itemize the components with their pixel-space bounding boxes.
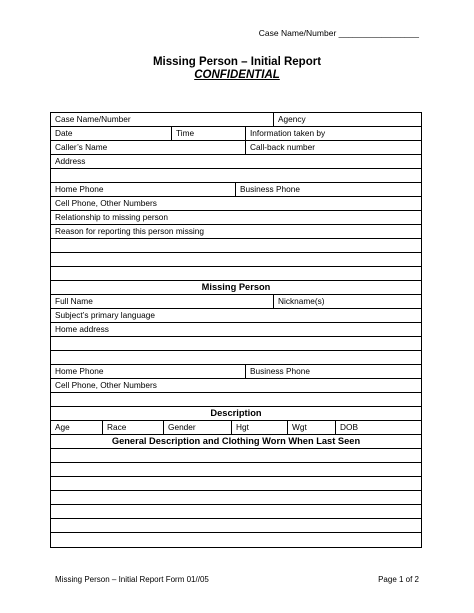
description-line[interactable] xyxy=(51,519,421,532)
form-row xyxy=(51,225,421,239)
primary-language-field[interactable]: Subject’s primary language xyxy=(55,310,155,320)
reason-continuation-field[interactable] xyxy=(51,267,421,280)
form-row-blank xyxy=(51,491,421,505)
form-row-blank xyxy=(51,239,421,253)
reason-continuation-field[interactable] xyxy=(51,239,421,252)
age-field[interactable]: Age xyxy=(55,422,70,432)
section-title: General Description and Clothing Worn When Last Seen xyxy=(111,436,361,446)
time-field[interactable]: Time xyxy=(171,127,245,140)
case-name-number-line: Case Name/Number _________________ xyxy=(258,28,419,38)
description-line[interactable] xyxy=(51,463,421,476)
mp-home-phone-field[interactable]: Home Phone xyxy=(55,366,104,376)
height-field[interactable]: Hgt xyxy=(231,421,287,434)
business-phone-field[interactable]: Business Phone xyxy=(235,183,421,196)
cell-phone-field[interactable]: Cell Phone, Other Numbers xyxy=(55,198,157,208)
address-field[interactable]: Address xyxy=(55,156,86,166)
reason-continuation-field[interactable] xyxy=(51,253,421,266)
reason-field[interactable]: Reason for reporting this person missing xyxy=(55,226,204,236)
section-title: Description xyxy=(210,408,262,418)
form-row-blank xyxy=(51,449,421,463)
footer-form-id: Missing Person – Initial Report Form 01//05 xyxy=(55,575,209,584)
form-row xyxy=(51,127,421,141)
information-taken-by-field[interactable]: Information taken by xyxy=(245,127,421,140)
form-row-blank xyxy=(51,533,421,547)
form-row xyxy=(51,295,421,309)
form-row xyxy=(51,197,421,211)
mp-business-phone-field[interactable]: Business Phone xyxy=(245,365,421,378)
form-row-blank xyxy=(51,253,421,267)
form-row-blank xyxy=(51,393,421,407)
form-row xyxy=(51,211,421,225)
relationship-field[interactable]: Relationship to missing person xyxy=(55,212,168,222)
form-row xyxy=(51,113,421,127)
address-continuation-field[interactable] xyxy=(51,169,421,182)
home-address-field[interactable]: Home address xyxy=(55,324,109,334)
description-line[interactable] xyxy=(51,533,421,547)
form-row xyxy=(51,309,421,323)
section-header-general-description xyxy=(51,435,421,449)
home-phone-field[interactable]: Home Phone xyxy=(55,184,104,194)
weight-field[interactable]: Wgt xyxy=(287,421,335,434)
section-header-description xyxy=(51,407,421,421)
form-row xyxy=(51,379,421,393)
form-row-blank xyxy=(51,477,421,491)
date-field[interactable]: Date xyxy=(55,128,73,138)
dob-field[interactable]: DOB xyxy=(335,421,421,434)
description-line[interactable] xyxy=(51,477,421,490)
footer-page-number: Page 1 of 2 xyxy=(378,575,419,584)
form-row-blank xyxy=(51,463,421,477)
section-title: Missing Person xyxy=(201,282,271,292)
callers-name-field[interactable]: Caller’s Name xyxy=(55,142,108,152)
nicknames-field[interactable]: Nickname(s) xyxy=(273,295,421,308)
case-name-number-field[interactable]: Case Name/Number xyxy=(55,114,131,124)
form-row-blank xyxy=(51,169,421,183)
home-address-continuation-field[interactable] xyxy=(51,337,421,350)
form-row-blank xyxy=(51,337,421,351)
call-back-number-field[interactable]: Call-back number xyxy=(245,141,421,154)
form-row xyxy=(51,141,421,155)
form-row-blank xyxy=(51,519,421,533)
form-row-blank xyxy=(51,505,421,519)
form-row-blank xyxy=(51,351,421,365)
form-row xyxy=(51,365,421,379)
race-field[interactable]: Race xyxy=(102,421,163,434)
section-header-missing-person xyxy=(51,281,421,295)
home-address-continuation-field[interactable] xyxy=(51,351,421,364)
form-row xyxy=(51,155,421,169)
report-form-table xyxy=(50,112,422,548)
agency-field[interactable]: Agency xyxy=(273,113,421,126)
full-name-field[interactable]: Full Name xyxy=(55,296,93,306)
report-subtitle: CONFIDENTIAL xyxy=(194,69,280,81)
form-row xyxy=(51,323,421,337)
description-line[interactable] xyxy=(51,505,421,518)
mp-cell-phone-continuation-field[interactable] xyxy=(51,393,421,406)
report-title: Missing Person – Initial Report xyxy=(152,56,322,68)
description-line[interactable] xyxy=(51,491,421,504)
gender-field[interactable]: Gender xyxy=(163,421,231,434)
description-line[interactable] xyxy=(51,449,421,462)
form-row xyxy=(51,421,421,435)
form-row xyxy=(51,183,421,197)
mp-cell-phone-field[interactable]: Cell Phone, Other Numbers xyxy=(55,380,157,390)
form-row-blank xyxy=(51,267,421,281)
